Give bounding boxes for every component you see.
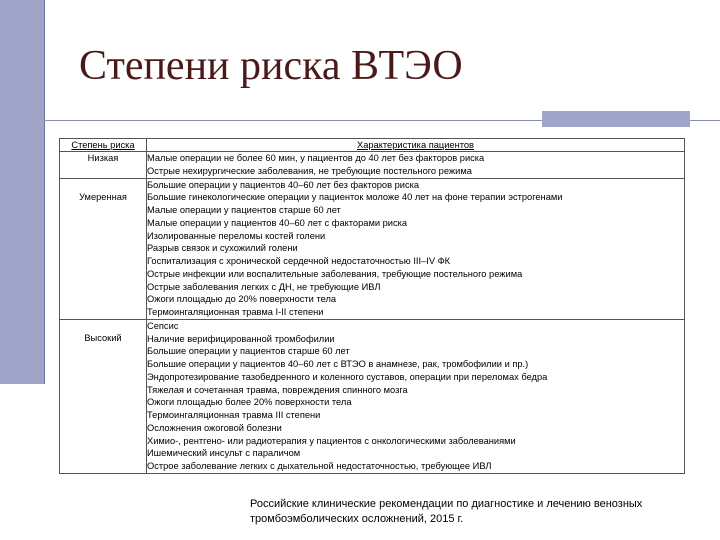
footnote-line: Российские клинические рекомендации по диагностике и лечению венозных [250, 498, 643, 510]
characteristics-cell [147, 152, 685, 179]
characteristic-item: Острые заболевания легких с ДН, не требующие ИВЛ [147, 281, 381, 292]
characteristic-item: Термоингаляционная травма I-II степени [147, 307, 324, 317]
characteristic-item: Малые операции у пациентов 40–60 лет с факторами риска [147, 217, 408, 228]
characteristic-item: Сепсис [147, 320, 179, 331]
characteristic-item: Острые инфекции или воспалительные заболевания, требующие постельного режима [147, 268, 523, 279]
header-risk-level: Степень риска [60, 139, 147, 152]
characteristic-item: Изолированные переломы костей голени [147, 230, 326, 241]
risk-level-cell [60, 319, 147, 473]
risk-table [59, 138, 685, 474]
risk-level-moderate: Умеренная [79, 191, 127, 202]
corner-accent-block [542, 111, 690, 127]
characteristic-item: Большие операции у пациентов 40–60 лет без факторов риска [147, 179, 420, 190]
characteristic-item: Тяжелая и сочетанная травма, повреждения спинного мозга [147, 384, 408, 395]
characteristic-item: Осложнения ожоговой болезни [147, 422, 282, 433]
characteristic-item: Ишемический инсульт с параличом [147, 448, 301, 459]
risk-level-cell [60, 152, 147, 179]
characteristic-item: Большие гинекологические операции у пациенток моложе 40 лет на фоне терапии эстрогенами [147, 192, 563, 203]
risk-level-high: Высокий [84, 332, 122, 343]
characteristic-item: Ожоги площадью более 20% поверхности тела [147, 397, 352, 408]
characteristic-item: Эндопротезирование тазобедренного и коленного суставов, операции при переломах бедра [147, 371, 548, 382]
characteristic-item: Разрыв связок и сухожилий голени [147, 243, 298, 254]
characteristic-item: Большие операции у пациентов 40–60 лет с ВТЭО в анамнезе, рак, тромбофилии и пр.) [147, 359, 529, 369]
table-row-low [60, 152, 685, 179]
characteristic-item: Большие операции у пациентов старше 60 лет [147, 346, 350, 357]
table-row-high [60, 319, 685, 473]
table-row-moderate [60, 178, 685, 319]
risk-level-low: Низкая [87, 153, 119, 163]
table-header-row [60, 139, 685, 152]
characteristic-item: Наличие верифицированной тромбофилии [147, 333, 335, 344]
footnote-line: тромбоэмболических осложнений, 2015 г. [250, 513, 464, 525]
slide-title: Степени риска ВТЭО [79, 43, 463, 89]
characteristic-item: Ожоги площадью до 20% поверхности тела [147, 294, 337, 305]
source-footnote [250, 497, 642, 527]
characteristic-item: Малые операции не более 60 мин, у пациентов до 40 лет без факторов риска [147, 153, 485, 163]
side-accent-line [44, 0, 45, 384]
characteristics-cell [147, 319, 685, 473]
characteristic-item: Малые операции у пациентов старше 60 лет [147, 205, 341, 215]
side-accent-bar [0, 0, 44, 384]
characteristics-cell [147, 178, 685, 319]
characteristic-item: Госпитализация с хронической сердечной недостаточностью III–IV ФК [147, 256, 451, 266]
characteristic-item: Острые нехирургические заболевания, не требующие постельного режима [147, 165, 472, 176]
risk-level-cell [60, 178, 147, 319]
header-patient-characteristics: Характеристика пациентов [147, 139, 685, 152]
characteristic-item: Химио-, рентгено- или радиотерапия у пациентов с онкологическими заболеваниями [147, 435, 516, 446]
characteristic-item: Острое заболевание легких с дыхательной недостаточностью, требующее ИВЛ [147, 461, 492, 471]
characteristic-item: Термоингаляционная травма III степени [147, 410, 321, 420]
